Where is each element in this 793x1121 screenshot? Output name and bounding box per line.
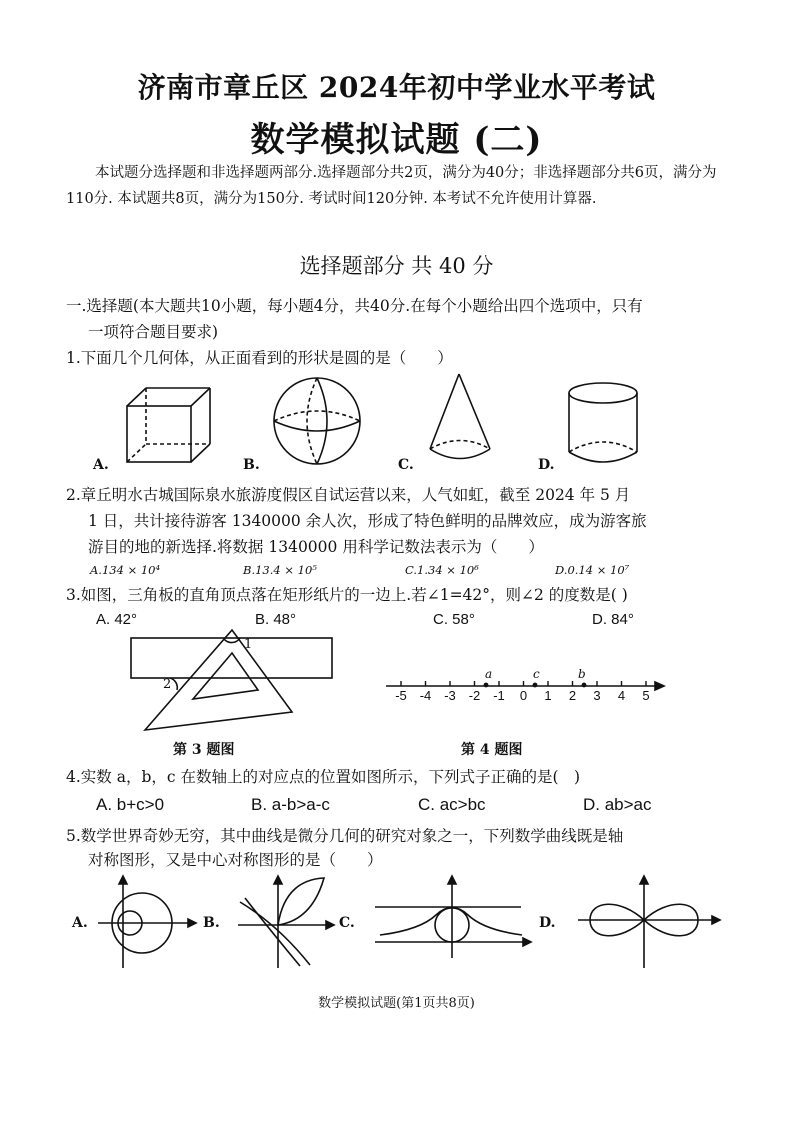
- exam-intro: 本试题分选择题和非选择题两部分.选择题部分共2页，满分为40分；非选择题部分共6页，满分为110分. 本试题共8页，满分为150分. 考试时间120分钟. 本考试不允许使用计算器.: [66, 165, 717, 207]
- question-4-stem: 4.实数 a，b，c 在数轴上的对应点的位置如图所示，下列式子正确的是( ): [66, 768, 581, 786]
- part1-heading-line2: 一项符合题目要求): [88, 323, 219, 341]
- q3-figure-caption: 第 3 题图: [173, 742, 235, 758]
- tick-label: 5: [642, 688, 650, 703]
- q5-option-a-label: A.: [72, 915, 88, 931]
- question-2-line2: 1 日，共计接待游客 1340000 余人次，形成了特色鲜明的品牌效应，成为游客旅: [88, 512, 647, 530]
- tick-label: 1: [544, 688, 552, 703]
- tick-label: 3: [593, 688, 601, 703]
- q2-option-c: C.1.34 × 10⁶: [405, 563, 479, 577]
- q2-option-d: D.0.14 × 10⁷: [555, 563, 630, 577]
- curve-b-figure: [238, 876, 334, 968]
- q1-option-b-label: B.: [243, 457, 260, 473]
- point-b-label: b: [578, 667, 586, 681]
- q4-option-a: A. b+c>0: [96, 795, 165, 814]
- q4-option-c: C. ac>bc: [418, 795, 486, 814]
- curve-d-figure: [578, 876, 720, 968]
- curve-a-figure: [98, 876, 196, 968]
- tick-label: -1: [493, 688, 505, 703]
- q3-option-b: B. 48°: [255, 611, 297, 628]
- question-2-line1: 2.章丘明水古城国际泉水旅游度假区自试运营以来，人气如虹，截至 2024 年 5 月: [66, 486, 631, 504]
- q5-option-d-label: D.: [539, 915, 556, 931]
- exam-title-line2: 数学模拟试题 (二): [250, 120, 543, 160]
- tick-label: -4: [419, 688, 432, 703]
- q3-option-d: D. 84°: [592, 611, 634, 628]
- point-c-label: c: [533, 667, 540, 681]
- q2-option-b: B.13.4 × 10⁵: [243, 563, 317, 577]
- tick-label: 4: [617, 688, 626, 703]
- q3-option-c: C. 58°: [433, 611, 475, 628]
- q2-option-a: A.134 × 10⁴: [90, 563, 161, 577]
- q4-option-b: B. a-b>a-c: [251, 795, 330, 814]
- q5-option-c-label: C.: [339, 915, 355, 931]
- question-1-stem: 1.下面几个几何体，从正面看到的形状是圆的是（ ）: [66, 349, 453, 367]
- tick-label: 0: [519, 688, 528, 703]
- q1-option-a-label: A.: [93, 457, 109, 473]
- q4-figure-caption: 第 4 题图: [461, 742, 523, 758]
- q3-angle-1-label: 1: [244, 637, 253, 652]
- tick-label: -5: [395, 688, 407, 703]
- point-a-label: a: [485, 667, 493, 681]
- exam-title-line1: 济南市章丘区 2024年初中学业水平考试: [137, 71, 656, 104]
- part1-heading-line1: 一.选择题(本大题共10小题，每小题4分，共40分.在每个小题给出四个选项中，只有: [66, 297, 643, 315]
- tick-label: -2: [468, 688, 481, 703]
- curve-c-figure: [375, 876, 531, 958]
- question-3-stem: 3.如图，三角板的直角顶点落在矩形纸片的一边上.若∠1=42°，则∠2 的度数是( ): [66, 586, 628, 604]
- section-title: 选择题部分 共 40 分: [299, 254, 494, 278]
- question-5-line2: 对称图形，又是中心对称图形的是（ ）: [88, 851, 383, 869]
- q3-option-a: A. 42°: [96, 611, 138, 628]
- q4-option-d: D. ab>ac: [583, 795, 652, 814]
- q1-option-d-label: D.: [538, 457, 555, 473]
- question-2-line3: 游目的地的新选择.将数据 1340000 用科学记数法表示为（ ）: [88, 538, 544, 556]
- tick-label: 2: [568, 688, 577, 703]
- tick-label: -3: [444, 688, 456, 703]
- q3-angle-2-label: 2: [163, 677, 172, 692]
- q1-option-c-label: C.: [398, 457, 414, 473]
- q5-option-b-label: B.: [203, 915, 220, 931]
- page-footer: 数学模拟试题(第1页共8页): [318, 996, 475, 1011]
- question-5-line1: 5.数学世界奇妙无穷，其中曲线是微分几何的研究对象之一，下列数学曲线既是轴: [66, 827, 624, 845]
